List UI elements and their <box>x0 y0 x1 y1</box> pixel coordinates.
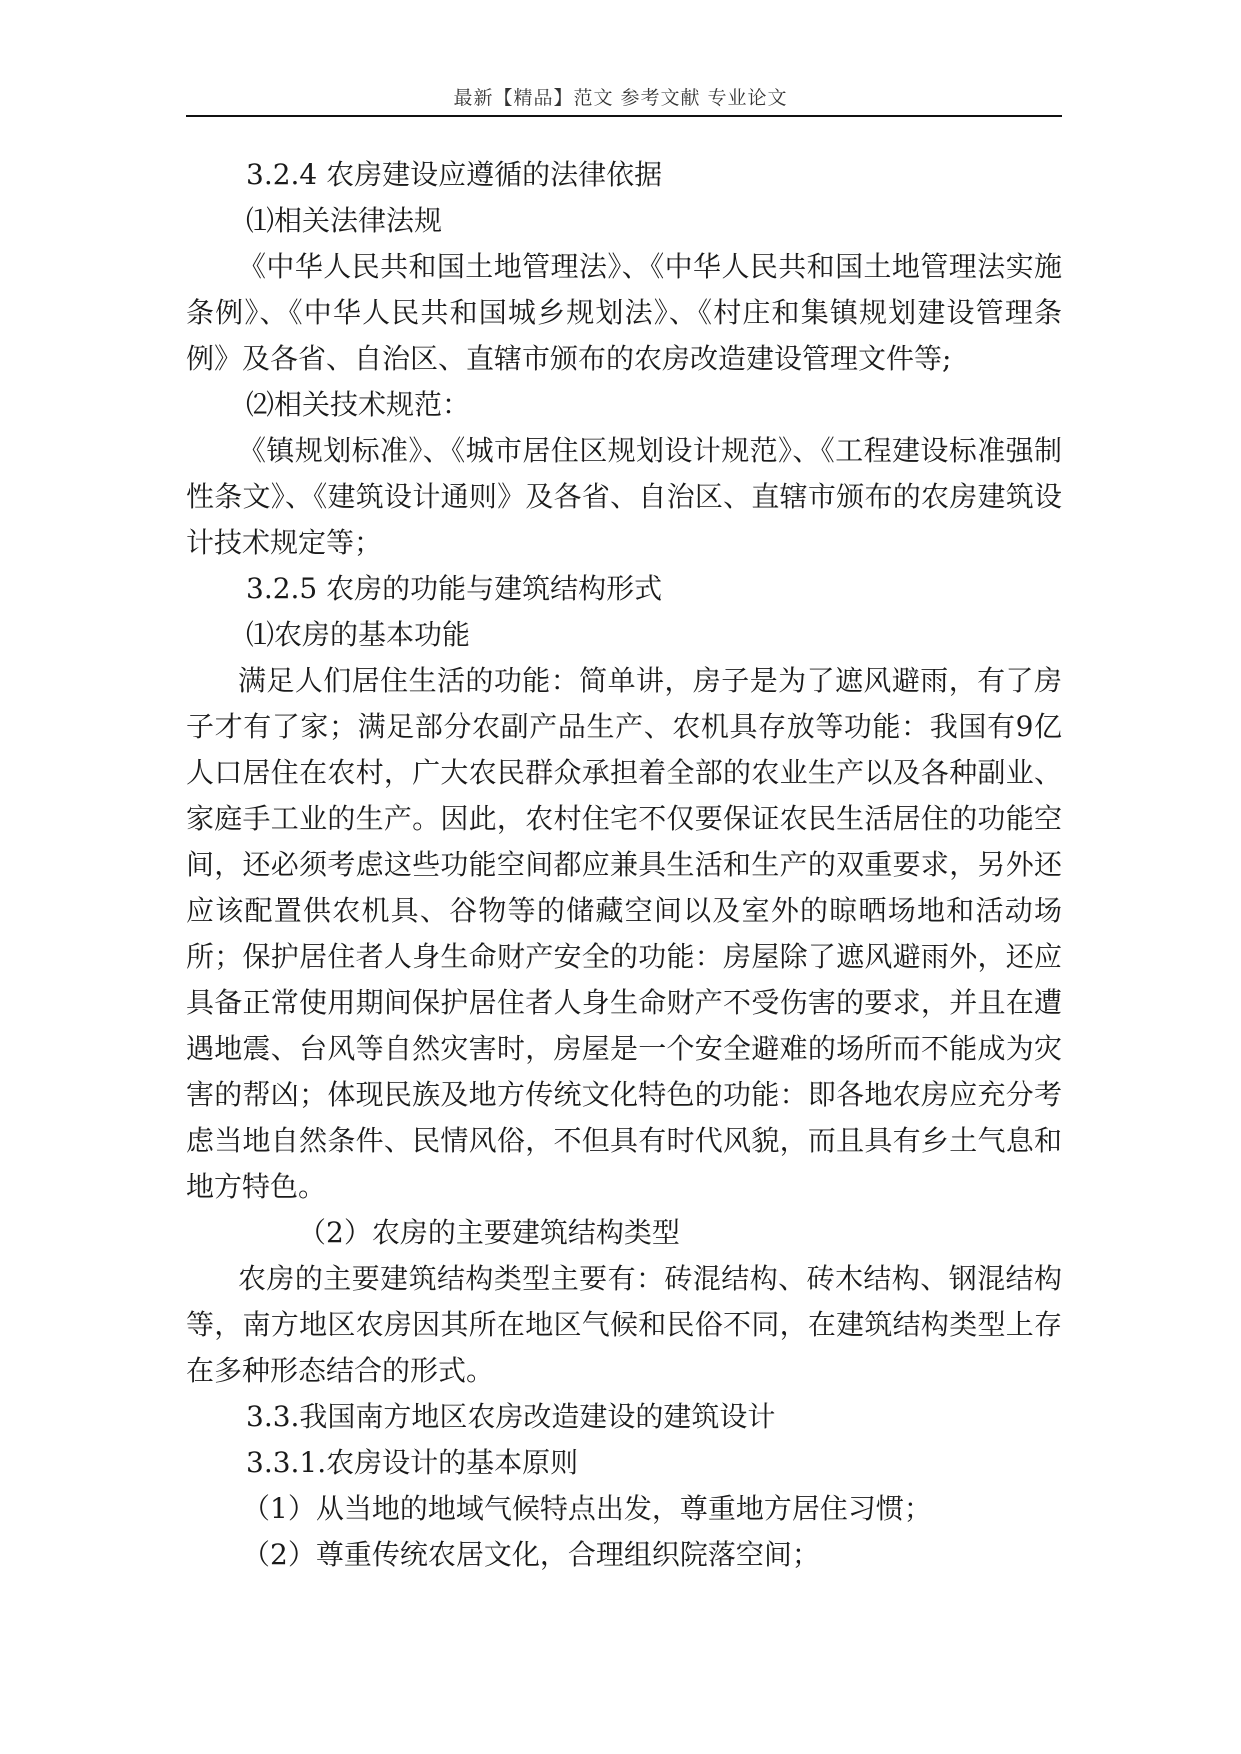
paragraph-structure-types: 农房的主要建筑结构类型主要有：砖混结构、砖木结构、钢混结构等，南方地区农房因其所在地区气候和民俗不同，在建筑结构类型上存在多种形态结合的形式。 <box>186 1262 1062 1387</box>
document-body <box>186 152 1062 1578</box>
section-heading-3-2-5: 3.2.5 农房的功能与建筑结构形式 <box>246 572 663 605</box>
principle-item-1: （1）从当地的地域气候特点出发，尊重地方居住习惯； <box>242 1492 932 1525</box>
paragraph-basic-functions: 满足人们居住生活的功能：简单讲，房子是为了遮风避雨，有了房子才有了家；满足部分农副产品生产、农机具存放等功能：我国有9亿人口居住在农村，广大农民群众承担着全部的农业生产以及各种副业、家庭手工业的生产。因此，农村住宅不仅要保证农民生活居住的功能空间，还必须考虑这些功能空间都应兼具生活和生产的双重要求，另外还应该配置供农机具、谷物等的储藏空间以及室外的晾晒场地和活动场所；保护居住者人身生命财产安全的功能：房屋除了遮风避雨外，还应具备正常使用期间保护居住者人身生命财产不受伤害的要求，并且在遭遇地震、台风等自然灾害时，房屋是一个安全避难的场所而不能成为灾害的帮凶；体现民族及地方传统文化特色的功能：即各地农房应充分考虑当地自然条件、民情风俗，不但具有时代风貌，而且具有乡土气息和地方特色。 <box>186 664 1062 1203</box>
page-header: 最新【精品】范文 参考文献 专业论文 <box>453 87 788 109</box>
section-heading-3-3: 3.3.我国南方地区农房改造建设的建筑设计 <box>246 1400 776 1433</box>
paragraph-laws-list: 《中华人民共和国土地管理法》、《中华人民共和国土地管理法实施条例》、《中华人民共和国城乡规划法》、《村庄和集镇规划建设管理条例》及各省、自治区、直辖市颁布的农房改造建设管理文件等; <box>186 250 1062 375</box>
section-heading-3-2-4: 3.2.4 农房建设应遵循的法律依据 <box>246 158 663 191</box>
section-heading-3-3-1: 3.3.1.农房设计的基本原则 <box>246 1446 579 1479</box>
header-divider <box>186 115 1062 117</box>
subheading-tech-standards: ⑵相关技术规范： <box>246 388 471 421</box>
subheading-structure-types: （2）农房的主要建筑结构类型 <box>298 1216 680 1249</box>
subheading-basic-functions: ⑴农房的基本功能 <box>246 618 471 651</box>
principle-item-2: （2）尊重传统农居文化，合理组织院落空间； <box>242 1538 820 1571</box>
subheading-laws: ⑴相关法律法规 <box>246 204 443 237</box>
paragraph-tech-standards: 《镇规划标准》、《城市居住区规划设计规范》、《工程建设标准强制性条文》、《建筑设计通则》及各省、自治区、直辖市颁布的农房建筑设计技术规定等； <box>186 434 1062 559</box>
